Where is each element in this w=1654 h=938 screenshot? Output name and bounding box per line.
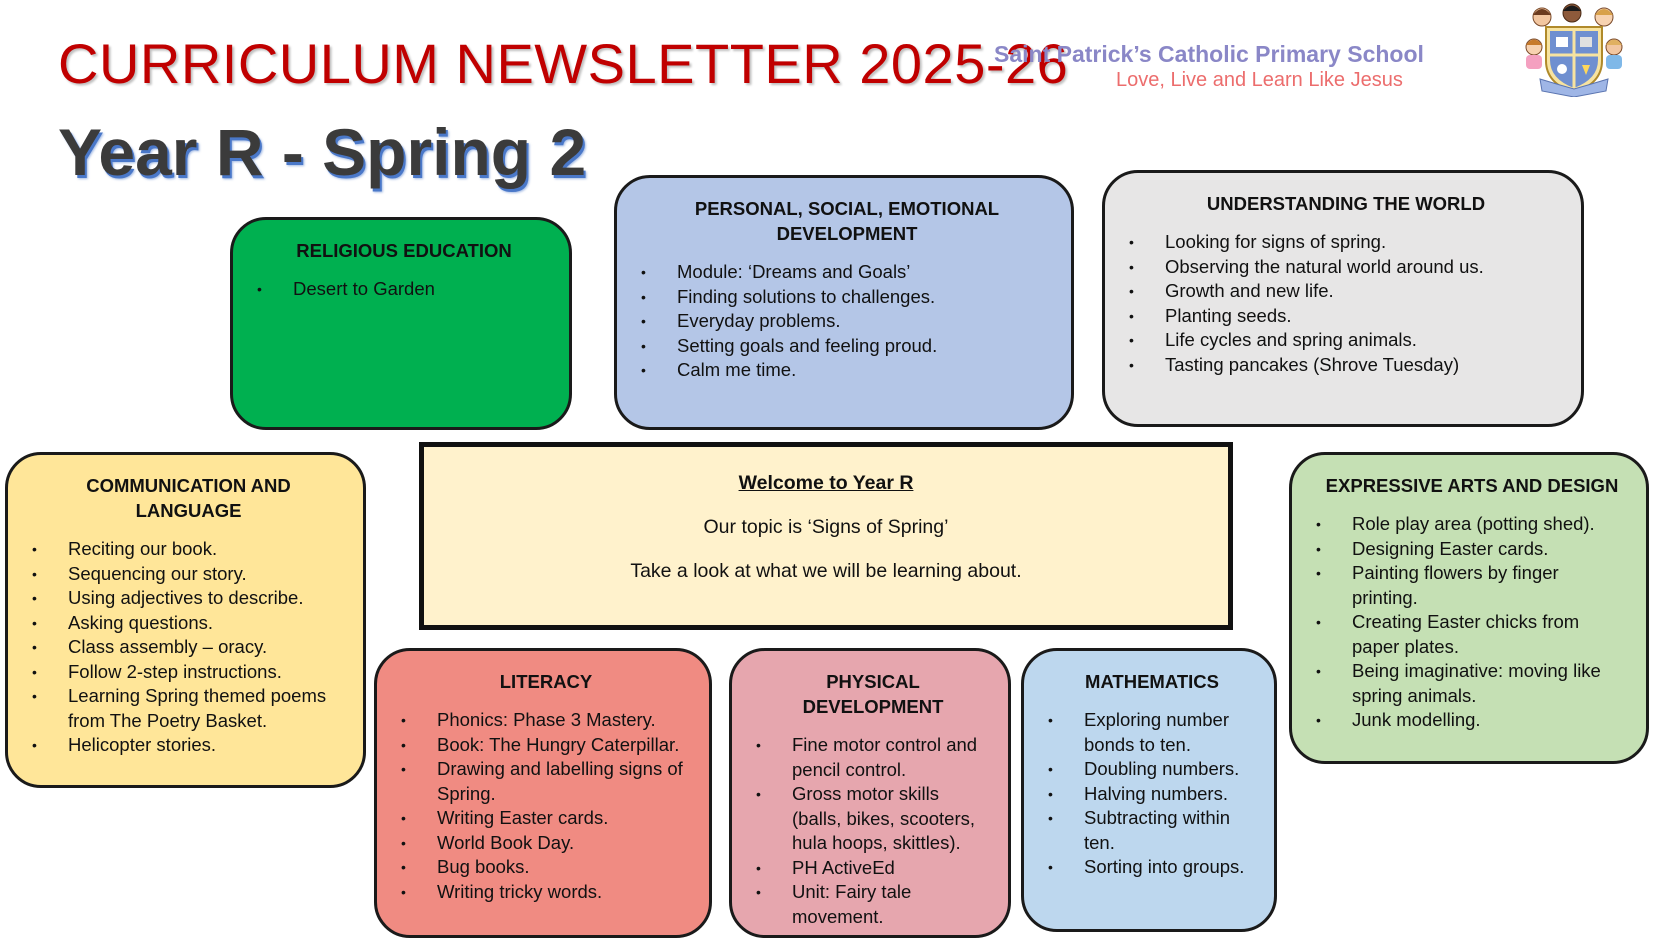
bullet-icon: •: [1316, 516, 1321, 532]
school-motto: Love, Live and Learn Like Jesus: [1116, 69, 1403, 91]
list-item: • Sorting into groups.: [1048, 855, 1256, 880]
bullet-icon: •: [1129, 356, 1134, 373]
bullet-icon: •: [401, 736, 406, 753]
list-item: • Unit: Fairy tale movement.: [756, 881, 912, 927]
list-item: • Module: ‘Dreams and Goals’: [641, 260, 1053, 285]
bullet-icon: •: [756, 786, 761, 802]
communication-language-list: [32, 537, 345, 758]
literacy-list: [401, 708, 691, 904]
list-item: • Writing Easter cards.: [401, 806, 691, 831]
list-item: • Tasting pancakes (Shrove Tuesday): [1129, 353, 1563, 378]
bullet-icon: •: [756, 884, 761, 900]
bullet-icon: •: [1129, 234, 1134, 250]
religious-education-list: [257, 277, 551, 302]
bullet-icon: •: [1129, 283, 1134, 299]
list-item: • Junk modelling.: [1316, 708, 1628, 733]
list-item: • Sequencing our story.: [32, 562, 345, 587]
bullet-icon: •: [32, 688, 37, 704]
bullet-icon: •: [1048, 859, 1053, 875]
list-item: • Growth and new life.: [1129, 279, 1563, 304]
bullet-icon: •: [1048, 712, 1053, 728]
list-item: • Using adjectives to describe.: [32, 586, 345, 611]
list-item: • Finding solutions to challenges.: [641, 285, 1053, 310]
understanding-world-list: [1129, 230, 1563, 377]
understanding-world-box: [1102, 170, 1584, 427]
literacy-heading: LITERACY: [499, 671, 593, 692]
bullet-icon: •: [32, 614, 37, 631]
bullet-icon: •: [401, 810, 406, 826]
list-item: • Doubling numbers.: [1048, 757, 1256, 782]
bullet-icon: •: [641, 288, 646, 305]
bullet-icon: •: [1316, 614, 1321, 630]
bullet-icon: •: [401, 834, 406, 851]
bullet-icon: •: [32, 663, 37, 680]
newsletter-title: CURRICULUM NEWSLETTER 2025-26: [58, 32, 1069, 95]
bullet-icon: •: [1048, 785, 1053, 802]
list-item: • Book: The Hungry Caterpillar.: [401, 733, 691, 758]
bullet-icon: •: [641, 362, 646, 378]
list-item: • World Book Day.: [401, 831, 691, 856]
expressive-arts-box: [1289, 452, 1649, 764]
bullet-icon: •: [401, 883, 406, 900]
list-item: • Bug books.: [401, 855, 691, 880]
school-name: Saint Patrick’s Catholic Primary School: [994, 41, 1424, 67]
physical-development-heading: PHYSICAL DEVELOPMENT: [802, 671, 944, 717]
list-item: • Being imaginative: moving like spring animals.: [1316, 660, 1601, 706]
list-item: • Reciting our book.: [32, 537, 345, 562]
bullet-icon: •: [32, 737, 37, 753]
list-item: • Role play area (potting shed).: [1316, 512, 1628, 537]
bullet-icon: •: [1316, 540, 1321, 557]
list-item: • Subtracting within ten.: [1048, 807, 1231, 853]
bullet-icon: •: [32, 639, 37, 655]
welcome-title: Welcome to Year R: [738, 472, 914, 494]
understanding-world-heading: UNDERSTANDING THE WORLD: [1206, 193, 1486, 214]
list-item: • Planting seeds.: [1129, 304, 1563, 329]
list-item: • Learning Spring themed poems from The Poetry Basket.: [32, 685, 327, 731]
list-item: • Halving numbers.: [1048, 782, 1256, 807]
bullet-icon: •: [401, 712, 406, 728]
list-item: • Asking questions.: [32, 611, 345, 636]
bullet-icon: •: [1048, 761, 1053, 777]
bullet-icon: •: [1129, 307, 1134, 324]
list-item: • Writing tricky words.: [401, 880, 691, 905]
expressive-arts-list: [1316, 512, 1628, 733]
bullet-icon: •: [756, 859, 761, 876]
list-item: • Desert to Garden: [257, 277, 551, 302]
mathematics-heading: MATHEMATICS: [1085, 671, 1219, 692]
list-item: • Creating Easter chicks from paper plates.: [1316, 611, 1580, 657]
bullet-icon: •: [32, 590, 37, 606]
bullet-icon: •: [756, 737, 761, 753]
term-title: Year R - Spring 2: [58, 115, 587, 189]
communication-language-box: [5, 452, 366, 788]
bullet-icon: •: [257, 281, 262, 297]
mathematics-list: [1048, 708, 1256, 880]
psed-heading: PERSONAL, SOCIAL, EMOTIONAL DEVELOPMENT: [694, 198, 1000, 244]
mathematics-box: [1021, 648, 1277, 932]
bullet-icon: •: [641, 313, 646, 329]
list-item: • Setting goals and feeling proud.: [641, 334, 1053, 359]
list-item: • Gross motor skills (balls, bikes, scooters, hula hoops, skittles).: [756, 783, 976, 853]
list-item: • Phonics: Phase 3 Mastery.: [401, 708, 691, 733]
psed-list: [641, 260, 1053, 383]
list-item: • Life cycles and spring animals.: [1129, 328, 1563, 353]
literacy-box: [374, 648, 712, 938]
school-crest-logo: [1520, 3, 1628, 97]
list-item: • Observing the natural world around us.: [1129, 255, 1563, 280]
bullet-icon: •: [401, 859, 406, 875]
bullet-icon: •: [1048, 810, 1053, 826]
physical-development-list: [756, 733, 990, 929]
communication-language-heading: COMMUNICATION AND LANGUAGE: [86, 475, 291, 521]
bullet-icon: •: [1129, 332, 1134, 348]
welcome-intro: Take a look at what we will be learning about.: [630, 560, 1022, 582]
bullet-icon: •: [1129, 258, 1134, 275]
list-item: • PH ActiveEd: [756, 856, 990, 881]
list-item: • Calm me time.: [641, 358, 1053, 383]
list-item: • Exploring number bonds to ten.: [1048, 709, 1229, 755]
list-item: • Helicopter stories.: [32, 733, 345, 758]
religious-education-heading: RELIGIOUS EDUCATION: [296, 240, 512, 261]
list-item: • Looking for signs of spring.: [1129, 230, 1563, 255]
list-item: • Drawing and labelling signs of Spring.: [401, 758, 683, 804]
bullet-icon: •: [1316, 565, 1321, 581]
expressive-arts-heading: EXPRESSIVE ARTS AND DESIGN: [1325, 475, 1619, 496]
bullet-icon: •: [32, 565, 37, 582]
list-item: • Designing Easter cards.: [1316, 537, 1628, 562]
list-item: • Painting flowers by finger printing.: [1316, 562, 1559, 608]
bullet-icon: •: [1316, 712, 1321, 728]
physical-development-box: [729, 648, 1011, 938]
bullet-icon: •: [641, 337, 646, 354]
list-item: • Class assembly – oracy.: [32, 635, 345, 660]
welcome-topic: Our topic is ‘Signs of Spring’: [703, 516, 949, 538]
welcome-box: [419, 442, 1233, 630]
list-item: • Everyday problems.: [641, 309, 1053, 334]
bullet-icon: •: [401, 761, 406, 777]
psed-box: [614, 175, 1074, 430]
bullet-icon: •: [1316, 663, 1321, 679]
bullet-icon: •: [32, 541, 37, 557]
list-item: • Fine motor control and pencil control.: [756, 734, 978, 780]
religious-education-box: [230, 217, 572, 430]
bullet-icon: •: [641, 264, 646, 280]
list-item: • Follow 2-step instructions.: [32, 660, 345, 685]
